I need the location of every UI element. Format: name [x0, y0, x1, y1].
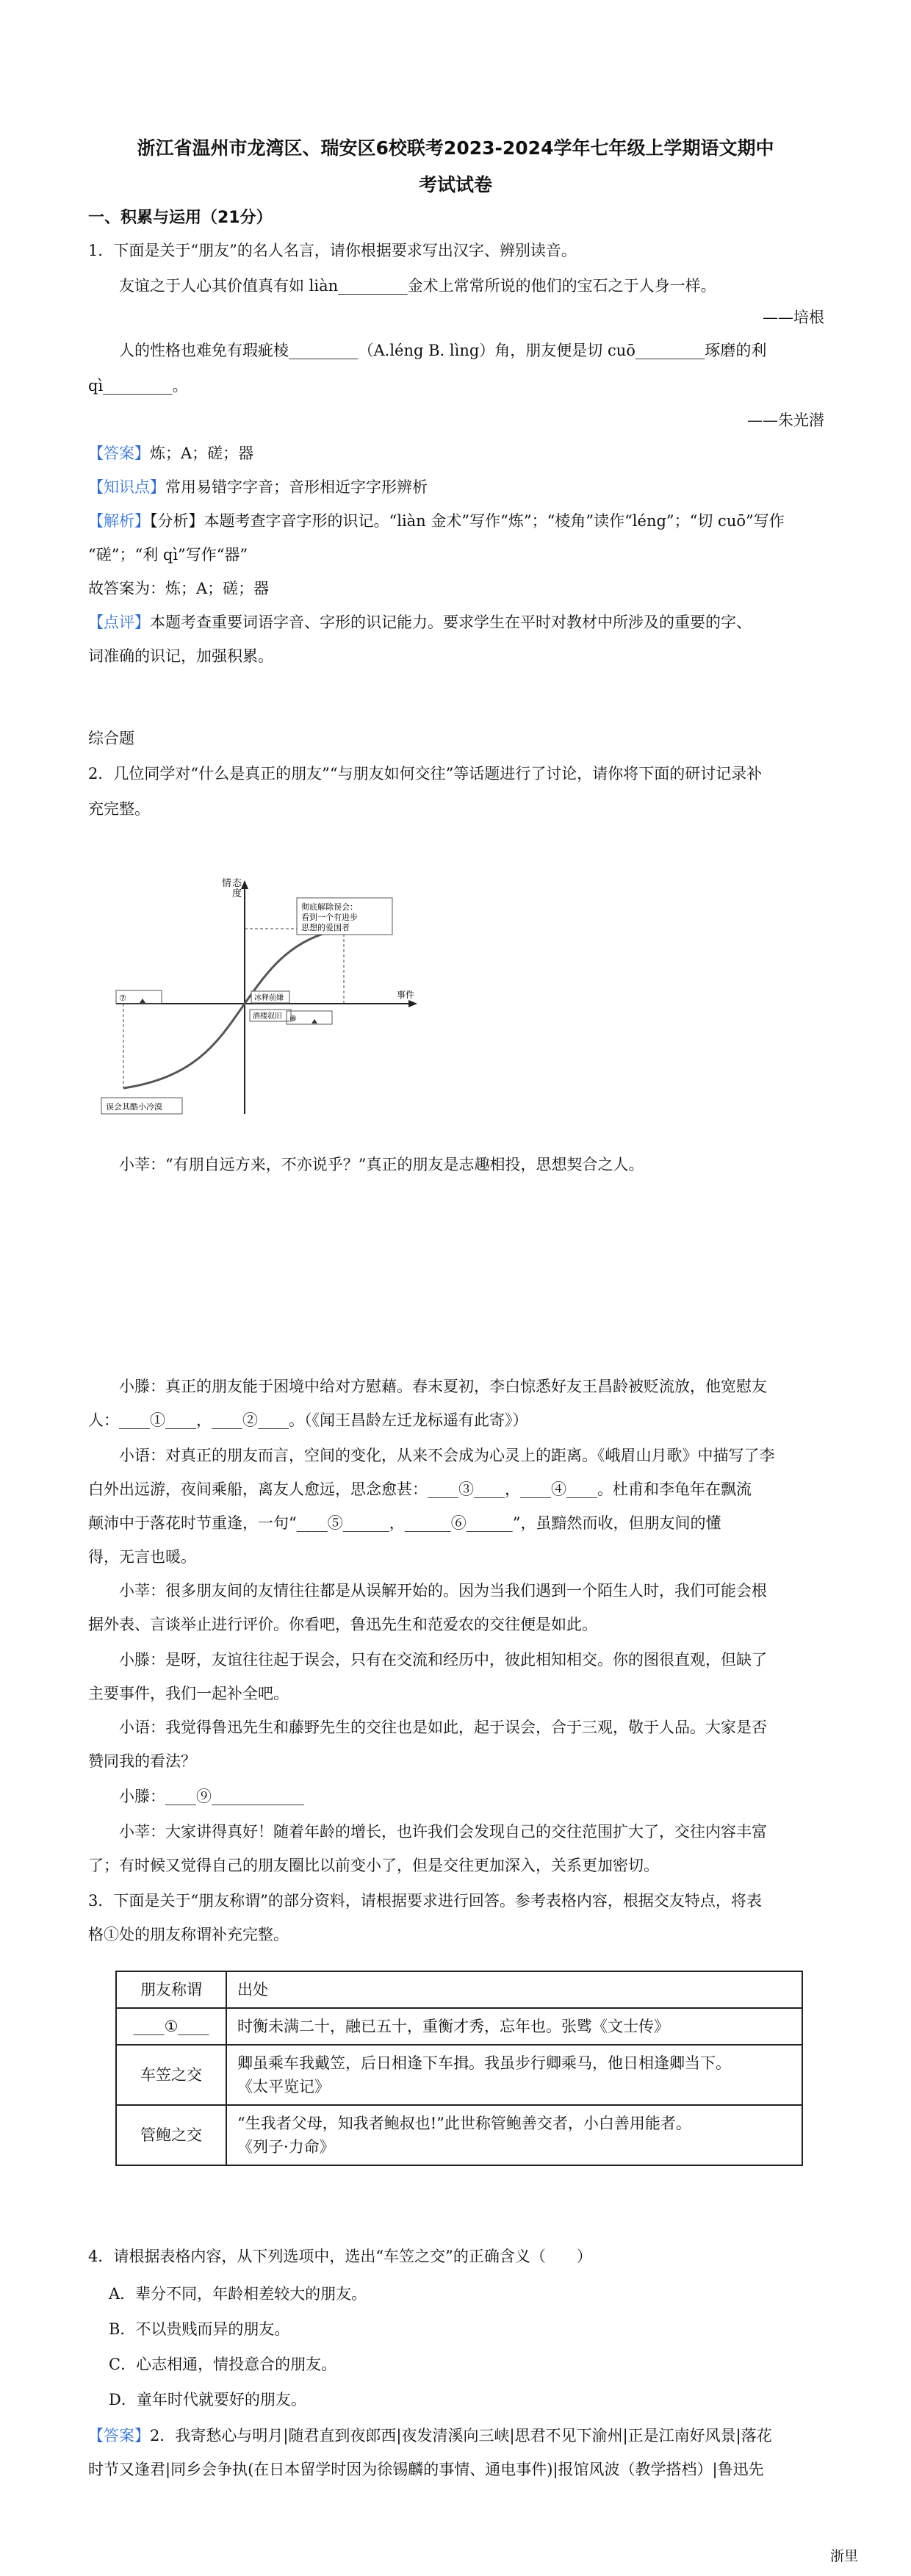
answer-tag: 【答案】 [88, 445, 150, 462]
q2-p8a: 小莘：大家讲得真好！随着年龄的增长，也许我们会发现自己的交往范围扩大了，交往内容丰富 [119, 1823, 767, 1841]
q1-comment-text: 本题考查重要词语字音、字形的识记能力。要求学生在平时对教材中所涉及的重要的字、 [150, 614, 752, 631]
q2-p6a: 小语：我觉得鲁迅先生和藤野先生的交往也是如此，起于误会，合于三观，敬于人品。大家是否 [119, 1719, 767, 1736]
friendship-chart [94, 864, 425, 1121]
q2-p3b: 白外出远游，夜间乘船，离友人愈远，思念愈甚：____③____，____④____。杜甫和李龟年在飘流 [88, 1481, 752, 1498]
composite-label: 综合题 [88, 730, 134, 747]
q1-stem: 1．下面是关于“朋友”的名人名言，请你根据要求写出汉字、辨别读音。 [88, 242, 577, 259]
table-cell-src-line: 《太平览记》 [237, 2078, 330, 2095]
q2-p4a: 小莘：很多朋友间的友情往往都是从误解开始的。因为当我们遇到一个陌生人时，我们可能会根 [119, 1582, 767, 1600]
q2-stem2: 充完整。 [88, 800, 150, 818]
q2-p2b: 人：____①____，____②____。（《闻王昌龄左迁龙标遥有此寄》） [88, 1411, 528, 1429]
answer2-tag: 【答案】 [88, 2427, 150, 2444]
chart-y-label: 情态度 [222, 878, 242, 899]
table-cell-src [226, 2105, 802, 2165]
q1-quote2b: qì_________。 [88, 377, 188, 395]
q4-option-a: A．辈分不同，年龄相差较大的朋友。 [109, 2285, 367, 2303]
table-cell-src-line: 《列子·力命》 [237, 2138, 335, 2156]
q1-author1: ——培根 [763, 309, 824, 326]
table-cell-name: 车笠之交 [116, 2045, 226, 2105]
q1-comment1 [88, 611, 752, 633]
answer2-text: 2．我寄愁心与明月|随君直到夜郎西|夜发清溪向三峡|思君不见下渝州|正是江南好风景|落花 [150, 2427, 772, 2444]
answer2-line2: 时节又逢君|同乡会争执(在日本留学时因为徐锡麟的事情、通电事件)|报馆风波（教学搭档）|鲁迅先 [88, 2461, 764, 2478]
q1-quote1: 友谊之于人心其价值真有如 liàn_________金术上常常所说的他们的宝石之于人身一样。 [119, 277, 716, 295]
q2-p3d: 得，无言也暖。 [88, 1548, 196, 1566]
q2-p5b: 主要事件，我们一起补全吧。 [88, 1685, 289, 1702]
friend-title-table [115, 1971, 803, 2166]
q2-p7: 小滕：____⑨____________ [119, 1788, 304, 1805]
q4-option-b: B．不以贵贱而异的朋友。 [109, 2320, 290, 2338]
analysis-tag: 【解析】 [88, 512, 150, 530]
q1-knowledge [88, 476, 428, 498]
chart-box-text: 彻底解除误会：看到一个有进步思想的爱国者 [301, 902, 358, 932]
table-header-cell: 出处 [226, 1971, 802, 2008]
q2-p1: 小莘：“有朋自远方来，不亦说乎？”真正的朋友是志趣相投，思想契合之人。 [119, 1156, 644, 1173]
q3-stem2: 格①处的朋友称谓补充完整。 [88, 1926, 289, 1943]
q1-answer [88, 442, 253, 464]
answer2-line1 [88, 2425, 772, 2447]
table-cell-src-line: “生我者父母，知我者鲍叔也!”此世称管鲍善交者，小白善用能者。 [237, 2115, 691, 2132]
table-cell-name: ____①____ [116, 2008, 226, 2045]
x-axis-arrow [408, 1000, 417, 1007]
q2-p8b: 了；有时候又觉得自己的朋友圈比以前变小了，但是交往更加深入，关系更加密切。 [88, 1857, 659, 1874]
y-axis-arrow [241, 880, 248, 889]
q2-p3c: 颠沛中于落花时节重逢，一句“____⑤______，______⑥______”，虽黯然而收，但朋友间的懂 [88, 1514, 721, 1532]
q3-stem1: 3．下面是关于“朋友称谓”的部分资料，请根据要求进行回答。参考表格内容，根据交友特点，将表 [88, 1892, 762, 1910]
q4-stem: 4．请根据表格内容，从下列选项中，选出“车笠之交”的正确含义（ ） [88, 2248, 592, 2265]
q2-p6b: 赞同我的看法？ [88, 1752, 196, 1770]
chart-mid-top: 冰释前嫌 [254, 994, 284, 1002]
table-row [116, 2008, 802, 2045]
chart-num7: ⑦ [119, 993, 126, 1003]
knowledge-tag: 【知识点】 [88, 478, 165, 496]
chart-mid-bottom: 酒楼叙旧 [253, 1012, 282, 1021]
chart-left-label: 误会其酷小冷漠 [106, 1102, 162, 1112]
curve [123, 929, 344, 1088]
q1-analysis1 [88, 510, 785, 532]
page-footer: 浙里 [829, 2548, 858, 2564]
q1-author2: ——朱光潜 [747, 411, 824, 429]
q1-answer-text: 炼；A；磋；器 [150, 445, 254, 462]
q1-analysis3: 故答案为：炼；A；磋；器 [88, 580, 270, 597]
table-cell-name: 管鲍之交 [116, 2105, 226, 2165]
table-cell-src [226, 2045, 802, 2105]
q1-knowledge-text: 常用易错字字音；音形相近字字形辨析 [165, 478, 428, 496]
q1-analysis2: “磋”；“利 qì”写作“器” [88, 546, 248, 564]
q2-p4b: 据外表、言谈举止进行评价。你看吧，鲁迅先生和范爱农的交往便是如此。 [88, 1616, 597, 1633]
chart-num8: ⑧ [289, 1014, 297, 1023]
q1-quote2a: 人的性格也难免有瑕疵棱_________（A.léng B. lìng）角，朋友便是切 cuō_________琢磨的利 [119, 342, 767, 359]
q1-comment2: 词准确的识记，加强积累。 [88, 647, 273, 665]
comment-tag: 【点评】 [88, 614, 150, 631]
q2-p5a: 小滕：是呀，友谊往往起于误会，只有在交流和经历中，彼此相知相交。你的图很直观，但缺了 [119, 1651, 767, 1669]
table-header-row [116, 1971, 802, 2008]
q2-p2a: 小滕：真正的朋友能于困境中给对方慰藉。春末夏初，李白惊悉好友王昌龄被贬流放，他宽慰友 [119, 1378, 767, 1395]
table-header-cell: 朋友称谓 [116, 1971, 226, 2008]
chart-tri7 [140, 999, 145, 1003]
q1-analysis-text: 【分析】本题考查字音字形的识记。“liàn 金术”写作“炼”；“棱角”读作“léng”；“切 cuō”写作 [150, 512, 785, 530]
q2-p3a: 小语：对真正的朋友而言，空间的变化，从来不会成为心灵上的距离。《峨眉山月歌》中描写了李 [119, 1447, 775, 1464]
q4-option-d: D．童年时代就要好的朋友。 [109, 2391, 306, 2408]
table-row [116, 2045, 802, 2105]
table-cell-src: 时衡未满二十，融已五十，重衡才秀，忘年也。张骘《文士传》 [226, 2008, 802, 2045]
chart-x-label: 事件 [397, 990, 415, 1000]
q2-stem1: 2．几位同学对“什么是真正的朋友”“与朋友如何交往”等话题进行了讨论，请你将下面的研讨记录补 [88, 765, 763, 782]
doc-title-line2: 考试试卷 [418, 174, 492, 195]
table-cell-src-line: 卿虽乘车我戴笠，后日相逢下车揖。我虽步行卿乘马，他日相逢卿当下。 [237, 2054, 731, 2072]
section-heading: 一、积累与运用（21分） [88, 209, 273, 227]
doc-title-line1: 浙江省温州市龙湾区、瑞安区6校联考2023-2024学年七年级上学期语文期中 [137, 137, 774, 159]
chart-tri8 [312, 1019, 317, 1023]
table-row [116, 2105, 802, 2165]
q4-option-c: C．心志相通，情投意合的朋友。 [109, 2356, 337, 2373]
